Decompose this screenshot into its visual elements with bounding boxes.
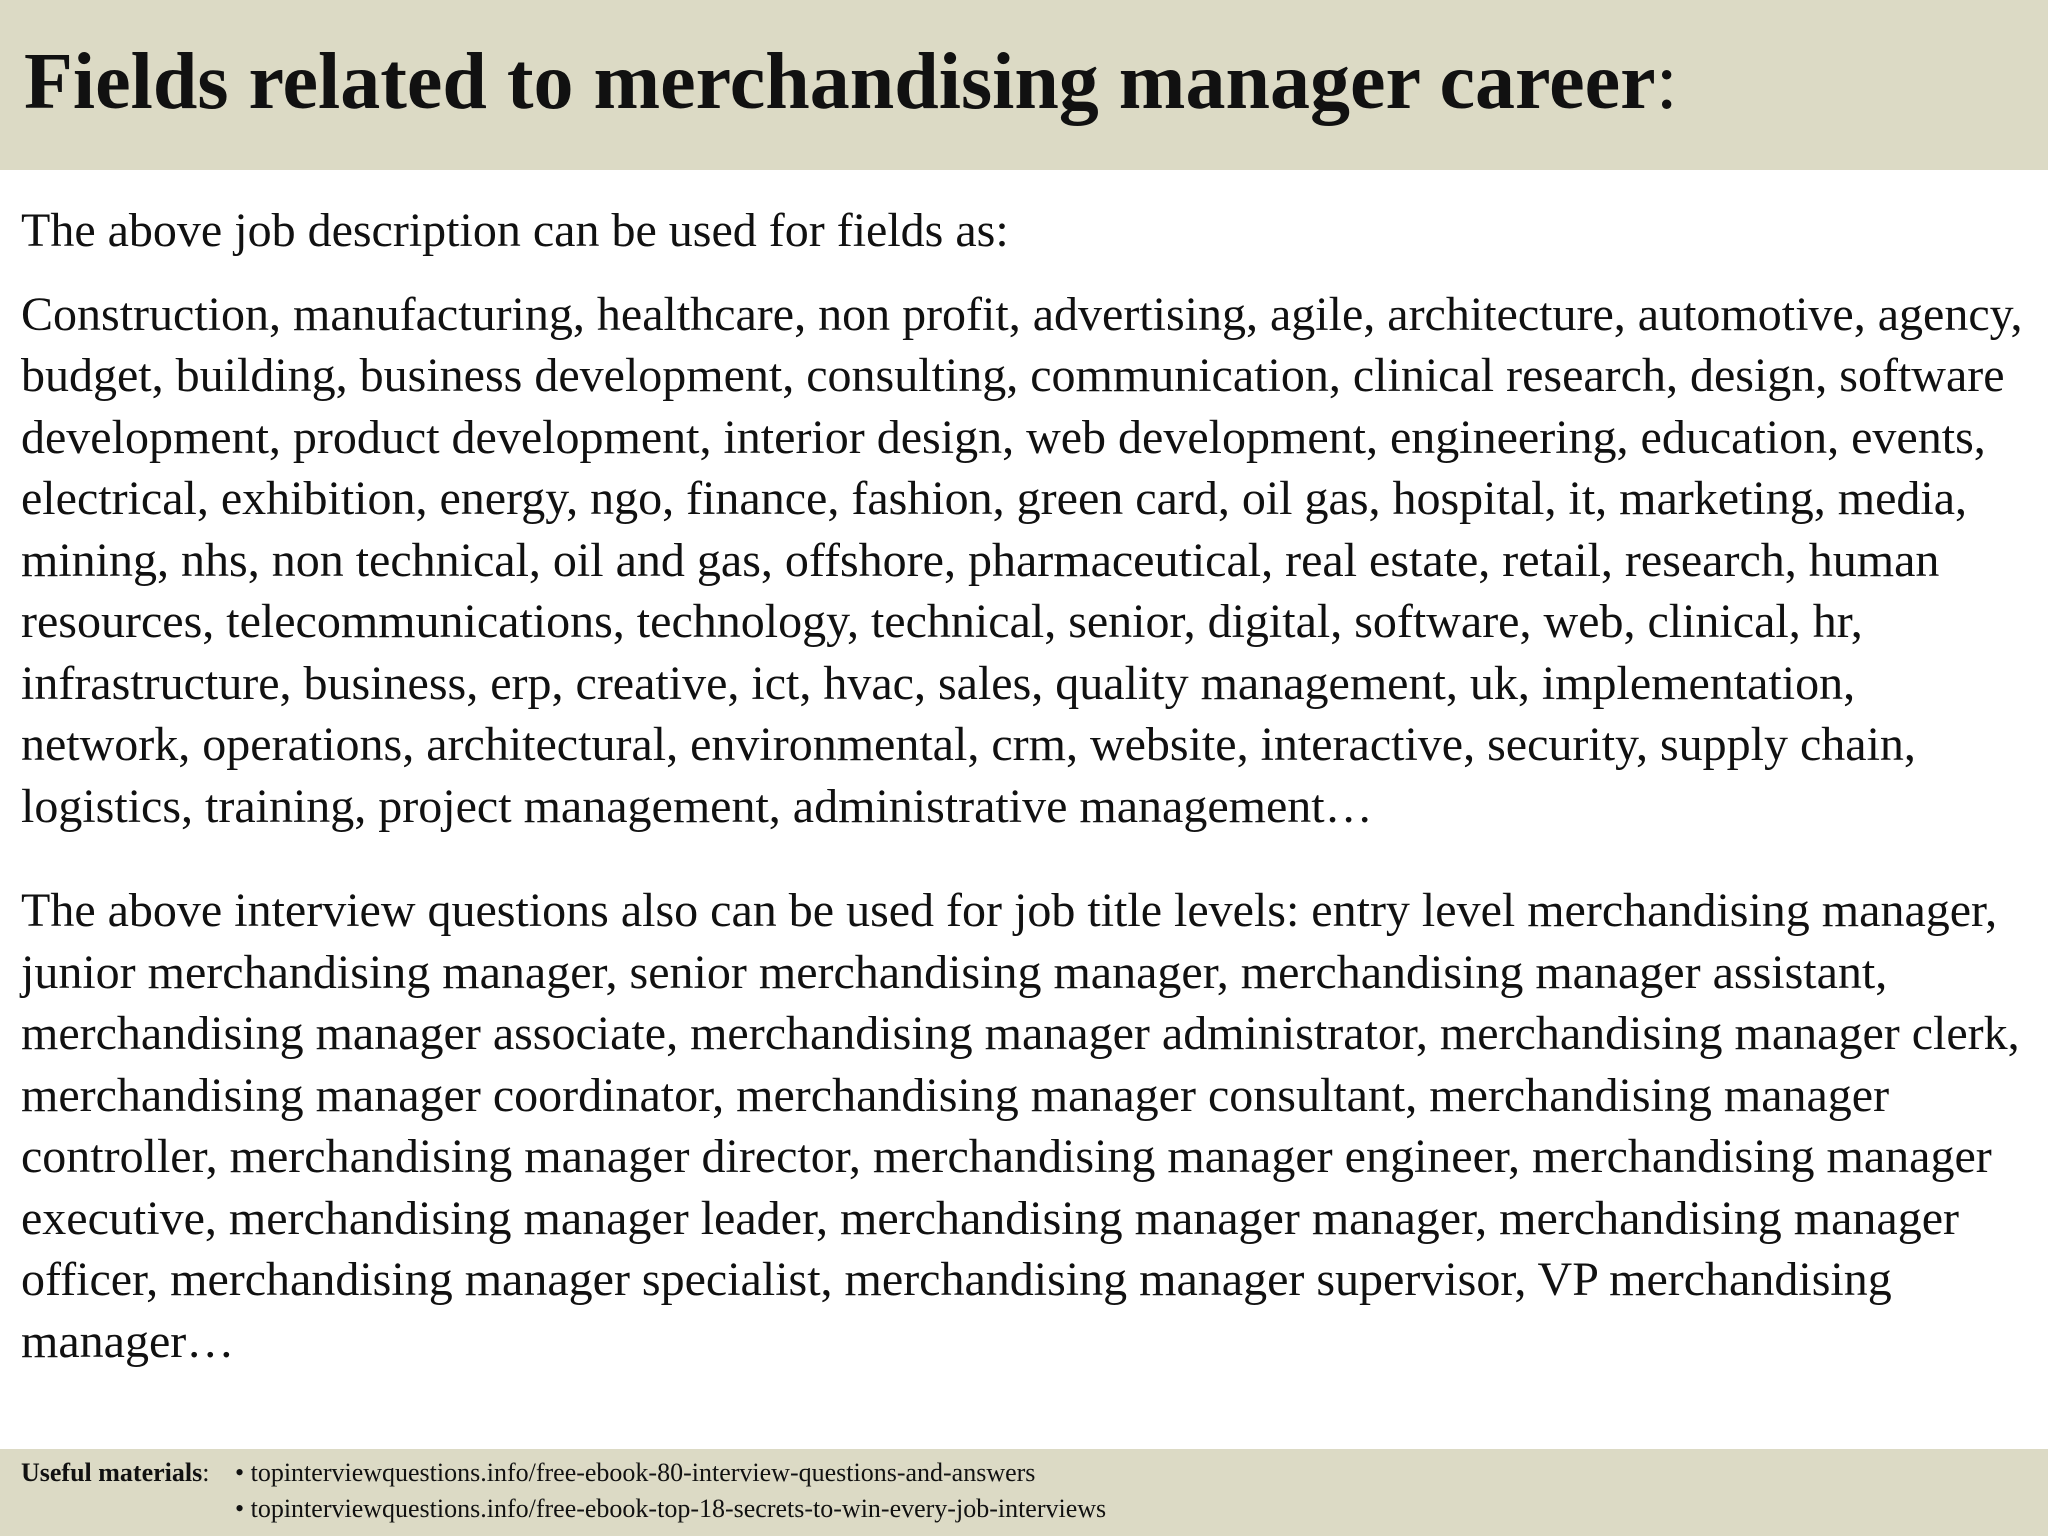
title-bar (0, 0, 2048, 170)
ebook-link-2[interactable]: • topinterviewquestions.info/free-ebook-top-18-secrets-to-win-every-job-interviews (235, 1494, 1107, 1523)
job-levels-list: The above interview questions also can be used for job title levels: entry level merchandising manager, junior merchandising manager, senior merchandising manager, merchandising manager assistant, merchandising manager associate, merchandising manager administrator, merchandising manager clerk, merchandising manager coordinator, merchandising manager consultant, merchandising manager controller, merchandising manager director, merchandising manager engineer, merchandising manager executive, merchandising manager leader, merchandising manager manager, merchandising manager officer, merchandising manager specialist, merchandising manager supervisor, VP merchandising manager… (21, 884, 2020, 1368)
page-title (24, 38, 1678, 126)
useful-materials-label (21, 1455, 209, 1491)
footer-bar (0, 1449, 2048, 1536)
fields-list: Construction, manufacturing, healthcare, non profit, advertising, agile, architecture, automotive, agency, budget, building, business development, consulting, communication, clinical research, design, software development, product development, interior design, web development, engineering, education, events, electrical, exhibition, energy, ngo, finance, fashion, green card, oil gas, hospital, it, marketing, media, mining, nhs, non technical, oil and gas, offshore, pharmaceutical, real estate, retail, research, human resources, telecommunications, technology, technical, senior, digital, software, web, clinical, hr, infrastructure, business, erp, creative, ict, hvac, sales, quality management, uk, implementation, network, operations, architectural, environmental, crm, website, interactive, security, supply chain, logistics, training, project management, administrative management… (21, 287, 2023, 833)
ebook-link-1[interactable]: • topinterviewquestions.info/free-ebook-80-interview-questions-and-answers (235, 1458, 1036, 1487)
intro-text: The above job description can be used for fields as: (21, 204, 1009, 257)
useful-materials-colon: : (202, 1458, 210, 1487)
page-title-colon: : (1655, 38, 1678, 126)
useful-materials-label-text: Useful materials (21, 1458, 203, 1487)
useful-materials-links (235, 1455, 1106, 1527)
slide-body (21, 200, 2031, 1372)
page-title-text: Fields related to merchandising manager career (24, 38, 1656, 126)
